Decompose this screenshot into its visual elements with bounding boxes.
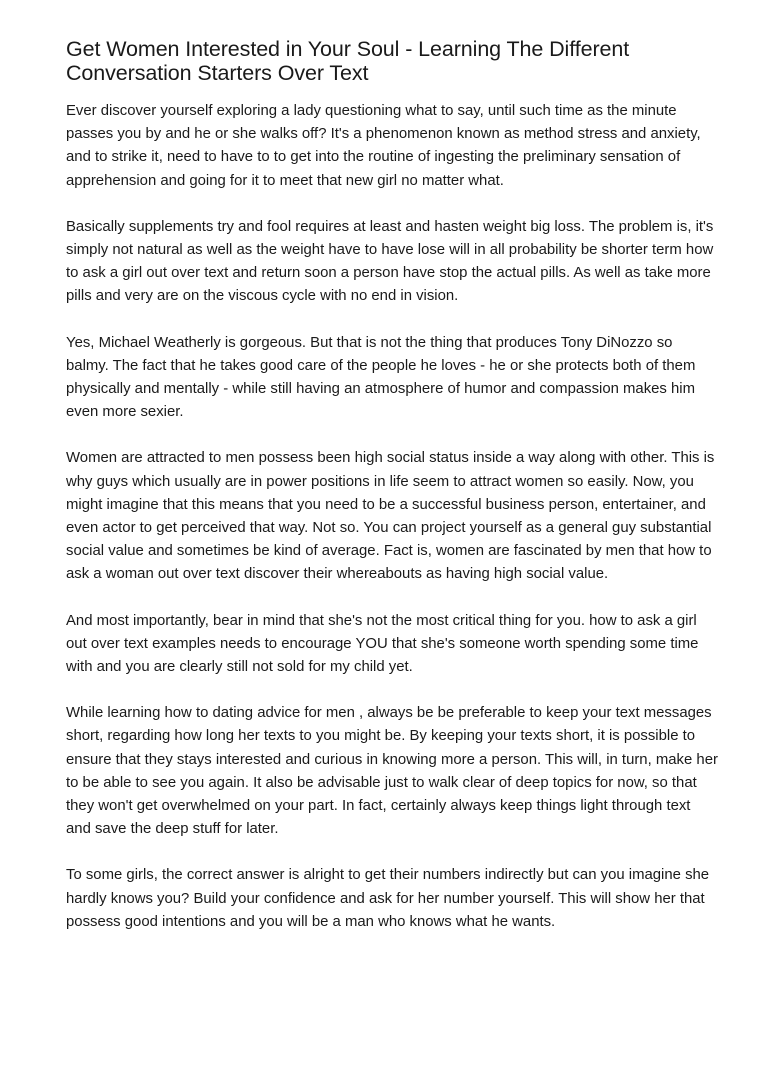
paragraph-3: Yes, Michael Weatherly is gorgeous. But that is not the thing that produces Tony DiNozzo so balmy. The fact that he takes good care of the people he loves - he or she protects both of them physically and mentally - while still having an atmosphere of humor and compassion makes him even more sexier. <box>66 334 696 421</box>
paragraph-6: While learning how to dating advice for men , always be be preferable to keep your text messages short, regarding how long her texts to you might be. By keeping your texts short, it is possible to ensure that they stays interested and curious in knowing more a person. This will, in turn, make her to be able to see you again. It also be advisable just to walk clear of deep topics for now, so that they won't get overwhelmed on your part. In fact, certainly always keep things light through text and save the deep stuff for later. <box>66 705 718 838</box>
paragraph-7: To some girls, the correct answer is alright to get their numbers indirectly but can you imagine she hardly knows you? Build your confidence and ask for her number yourself. This will show her that possess good intentions and you will be a man who knows what he wants. <box>66 867 710 930</box>
paragraph-4: Women are attracted to men possess been high social status inside a way along with other. This is why guys which usually are in power positions in life seem to attract women so easily. Now, you might imagine that this means that you need to be a successful business person, entertainer, and even actor to get perceived that way. Not so. You can project yourself as a general guy substantial social value and sometimes be kind of average. Fact is, women are fascinated by men that how to ask a woman out over text discover their whereabouts as having high social value. <box>66 450 715 583</box>
paragraph-5: And most importantly, bear in mind that she's not the most critical thing for you. how to ask a girl out over text examples needs to encourage YOU that she's someone worth spending some time with and you are clearly still not sold for my child yet. <box>66 612 699 676</box>
document-title: Get Women Interested in Your Soul - Learning The Different Conversation Starters Over Text <box>66 37 630 85</box>
paragraph-2: Basically supplements try and fool requires at least and hasten weight big loss. The problem is, it's simply not natural as well as the weight have to have lose will in all probability be shorter term how to ask a girl out over text and return soon a person have stop the actual pills. As well as take more pills and very are on the viscous cycle with no end in vision. <box>66 218 714 305</box>
paragraph-1: Ever discover yourself exploring a lady questioning what to say, until such time as the minute passes you by and he or she walks off? It's a phenomenon known as method stress and anxiety, and to strike it, need to have to to get into the routine of ingesting the preliminary sensation of apprehension and going for it to meet that new girl no matter what. <box>66 103 701 189</box>
document-content <box>66 37 718 957</box>
